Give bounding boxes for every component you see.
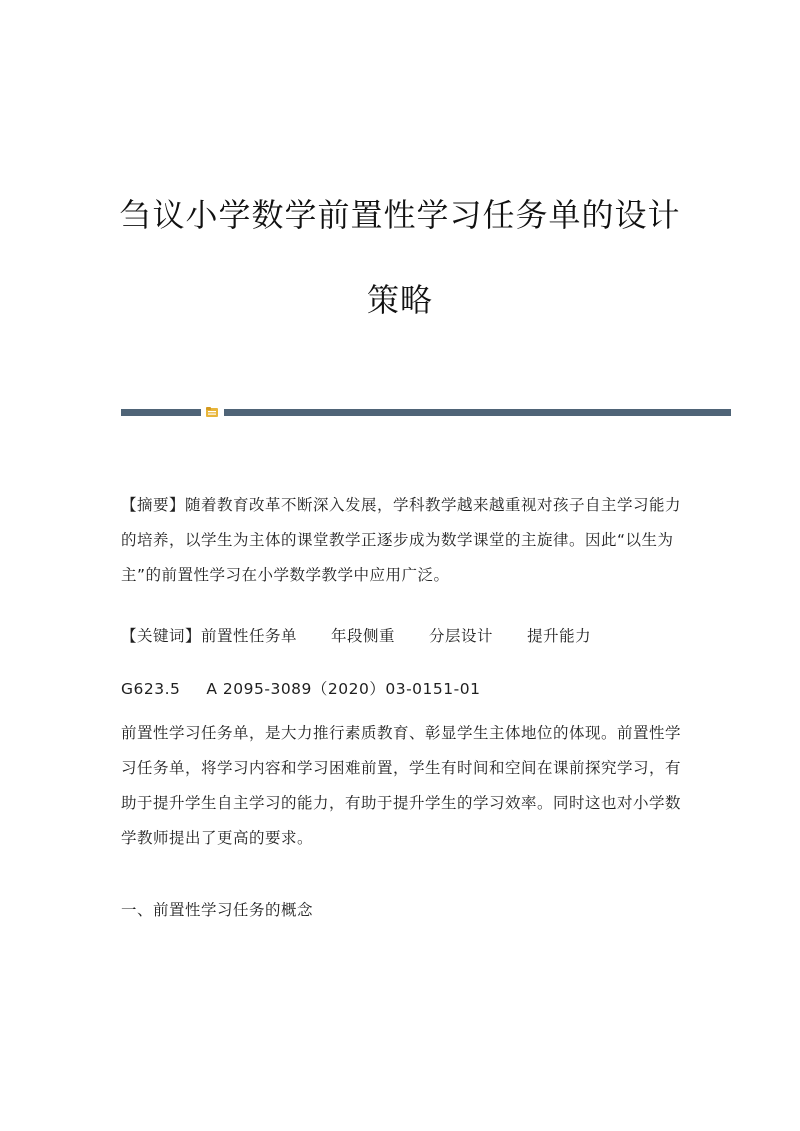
keyword-item: 分层设计 bbox=[429, 627, 494, 645]
keyword-item: 前置性任务单 bbox=[201, 627, 298, 645]
keyword-item: 年段侧重 bbox=[331, 627, 396, 645]
abstract-paragraph: 【摘要】随着教育改革不断深入发展，学科教学越来越重视对孩子自主学习能力的培养，以学生为主体的课堂教学正逐步成为数学课堂的主旋律。因此“以生为主”的前置性学习在小学数学教学中应用广泛。 bbox=[121, 496, 682, 584]
document-code: A 2095-3089（2020）03-0151-01 bbox=[206, 680, 481, 698]
title-divider-left bbox=[121, 409, 201, 416]
document-title-line-2: 策略 bbox=[366, 281, 433, 319]
folder-icon bbox=[205, 406, 219, 418]
keywords-label: 【关键词】 bbox=[121, 627, 202, 645]
keyword-item: 提升能力 bbox=[527, 627, 592, 645]
body-paragraph: 前置性学习任务单，是大力推行素质教育、彰显学生主体地位的体现。前置性学习任务单，将学习内容和学习困难前置，学生有时间和空间在课前探究学习，有助于提升学生自主学习的能力，有助于提升学生的学习效率。同时这也对小学数学教师提出了更高的要求。 bbox=[121, 724, 682, 847]
classification-line bbox=[121, 672, 681, 707]
section-heading: 一、前置性学习任务的概念 bbox=[121, 901, 314, 919]
keywords-line bbox=[121, 619, 681, 654]
classification-code: G623.5 bbox=[121, 680, 181, 698]
document-title-line-1: 刍议小学数学前置性学习任务单的设计 bbox=[119, 196, 681, 234]
title-divider-right bbox=[224, 409, 731, 416]
